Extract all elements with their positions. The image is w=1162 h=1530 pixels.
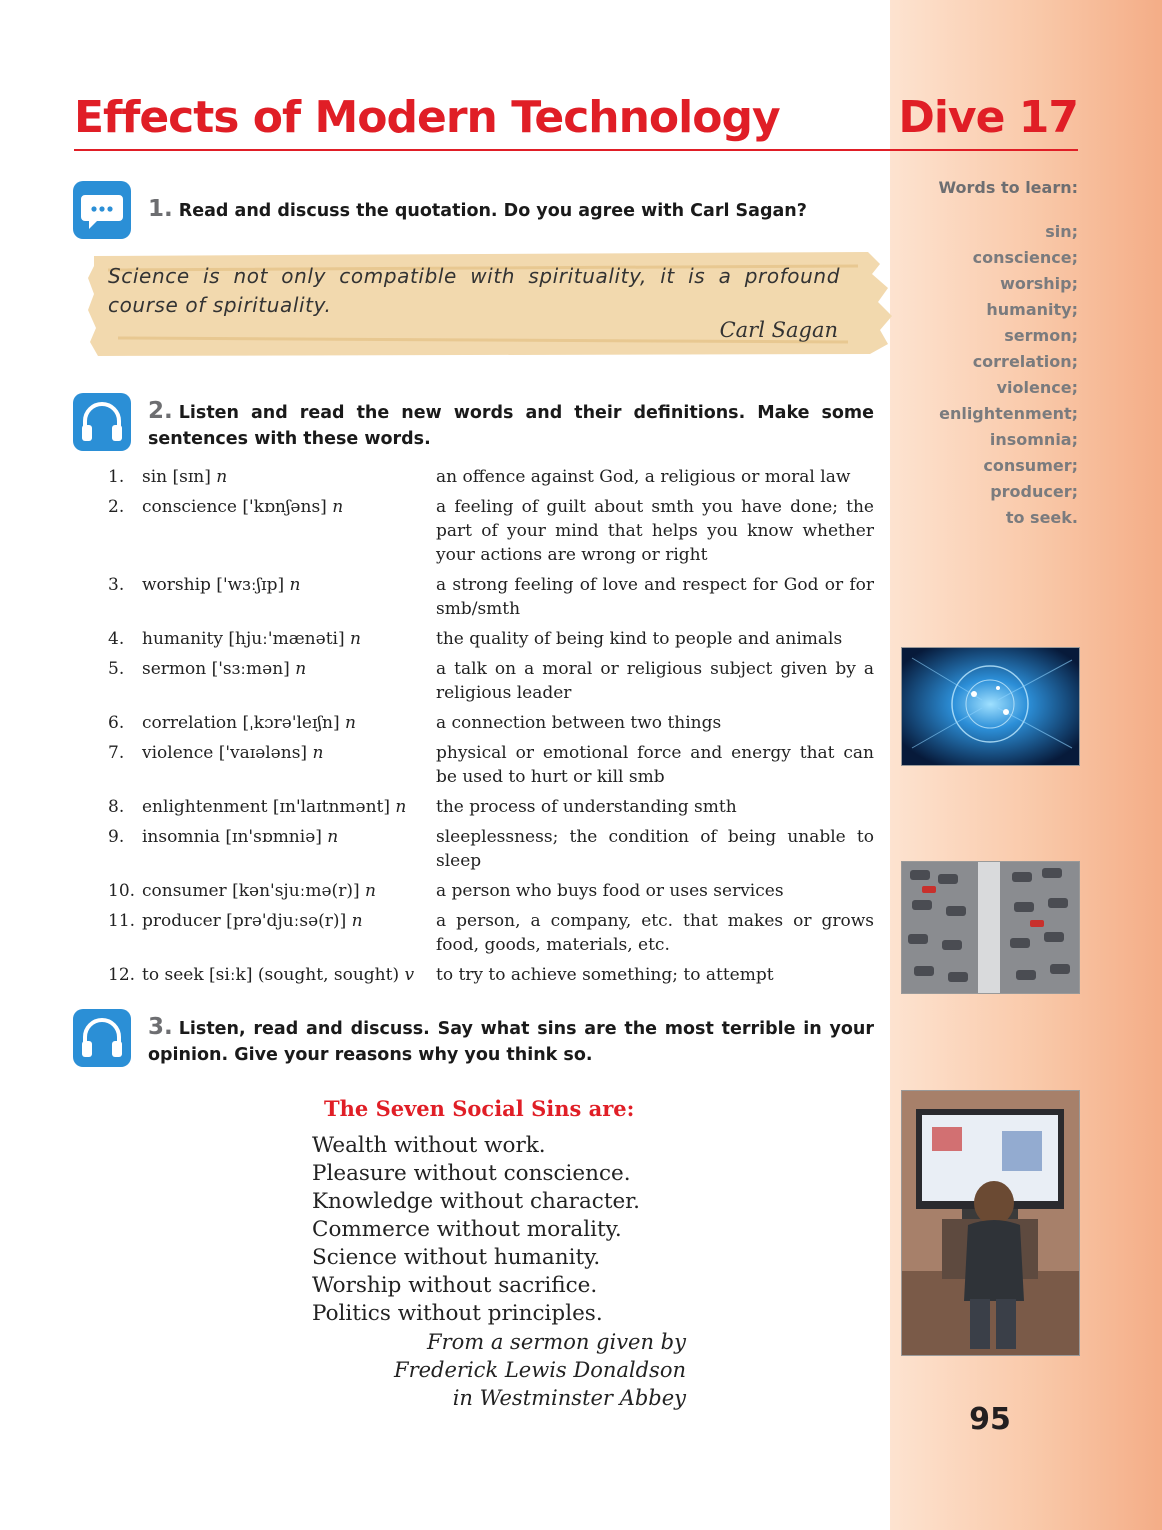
- page-title: Effects of Modern Technology: [74, 92, 780, 143]
- vocab-definition: a connection between two things: [436, 713, 722, 733]
- title-divider: [74, 149, 1078, 151]
- vocab-word: producer [prə'djuːsə(r)] n: [142, 911, 363, 931]
- vocab-number: 6.: [108, 713, 125, 733]
- task-2-instruction: [148, 398, 874, 452]
- sin-line: Science without humanity.: [312, 1245, 601, 1270]
- vocab-row: [108, 963, 874, 987]
- vocab-definition: the process of understanding smth: [436, 797, 737, 817]
- vocab-row: [108, 495, 874, 567]
- word-item: consumer;: [983, 456, 1078, 475]
- sins-source-line: in Westminster Abbey: [452, 1386, 686, 1410]
- task-3-instruction: [148, 1014, 874, 1068]
- vocab-row: [108, 909, 874, 957]
- sin-line: Knowledge without character.: [312, 1189, 640, 1214]
- word-item: to seek.: [1005, 508, 1078, 527]
- headphones-icon: [73, 1009, 131, 1067]
- vocab-word: consumer [kən'sjuːmə(r)] n: [142, 881, 376, 901]
- vocab-definition: a feeling of guilt about smth you have done; the part of your mind that helps you know whether your actions are wrong or right: [436, 497, 874, 565]
- headphones-icon: [73, 393, 131, 451]
- chat-bubble-icon: [73, 181, 131, 239]
- vocab-number: 7.: [108, 743, 125, 763]
- vocab-definition: sleeplessness; the condition of being unable to sleep: [436, 827, 874, 871]
- vocab-number: 11.: [108, 911, 136, 931]
- sin-line: Pleasure without conscience.: [312, 1161, 631, 1186]
- vocab-definition: an offence against God, a religious or moral law: [436, 467, 851, 487]
- vocab-row: [108, 627, 874, 651]
- word-item: sin;: [1045, 222, 1078, 241]
- task-1-text: Read and discuss the quotation. Do you agree with Carl Sagan?: [178, 201, 807, 221]
- vocab-word: insomnia [ɪn'sɒmniə] n: [142, 827, 339, 847]
- word-item: producer;: [990, 482, 1078, 501]
- word-item: violence;: [996, 378, 1078, 397]
- car-parking-tower-photo: [901, 861, 1080, 994]
- word-item: worship;: [1000, 274, 1078, 293]
- page-number: 95: [969, 1402, 1011, 1437]
- vocab-number: 1.: [108, 467, 125, 487]
- task-2-text: Listen and read the new words and their definitions. Make some sentences with these words.: [148, 403, 874, 449]
- sin-line: Wealth without work.: [312, 1133, 546, 1158]
- task-3-number: 3.: [148, 1014, 173, 1040]
- sin-line: Politics without principles.: [312, 1301, 603, 1326]
- vocab-word: enlightenment [ɪn'laɪtnmənt] n: [142, 797, 407, 817]
- word-item: conscience;: [972, 248, 1078, 267]
- vocab-definition: the quality of being kind to people and animals: [436, 629, 843, 649]
- vocab-number: 4.: [108, 629, 125, 649]
- vocab-definition: a person who buys food or uses services: [436, 881, 784, 901]
- vocab-word: to seek [siːk] (sought, sought) v: [142, 965, 415, 985]
- vocab-number: 2.: [108, 497, 125, 517]
- vocab-definition: a strong feeling of love and respect for God or for smb/smth: [436, 575, 874, 619]
- vocab-row: [108, 573, 874, 621]
- vocab-number: 12.: [108, 965, 136, 985]
- seven-sins-block: [312, 1094, 692, 1412]
- vocab-word: worship ['wɜːʃɪp] n: [142, 575, 301, 595]
- task-3-text: Listen, read and discuss. Say what sins are the most terrible in your opinion. Give your reasons why you think so.: [148, 1019, 874, 1065]
- sin-line: Worship without sacrifice.: [312, 1273, 598, 1298]
- sins-heading: The Seven Social Sins are:: [324, 1096, 635, 1121]
- vocabulary-list: [108, 465, 874, 993]
- vocab-definition: a talk on a moral or religious subject given by a religious leader: [436, 659, 874, 703]
- vocab-row: [108, 711, 874, 735]
- vocab-number: 10.: [108, 881, 136, 901]
- vocab-number: 9.: [108, 827, 125, 847]
- task-2-number: 2.: [148, 398, 173, 424]
- dive-label: Dive 17: [898, 92, 1078, 143]
- vocab-row: [108, 879, 874, 903]
- sins-source-line: From a sermon given by: [427, 1330, 686, 1354]
- vocab-definition: to try to achieve something; to attempt: [436, 965, 774, 985]
- task-1-number: 1.: [148, 196, 173, 222]
- vocab-row: [108, 795, 874, 819]
- word-item: correlation;: [972, 352, 1078, 371]
- vocab-word: sermon ['sɜːmən] n: [142, 659, 307, 679]
- task-1-instruction: [148, 196, 874, 224]
- words-to-learn-title: Words to learn:: [938, 178, 1078, 197]
- words-to-learn-list: [900, 219, 1078, 531]
- quote-text: Science is not only compatible with spirituality, it is a profound course of spirituality.: [108, 264, 840, 317]
- word-item: humanity;: [986, 300, 1078, 319]
- vocab-word: conscience ['kɒnʃəns] n: [142, 497, 344, 517]
- sin-line: Commerce without morality.: [312, 1217, 622, 1242]
- digital-network-photo: [901, 647, 1080, 766]
- vocab-row: [108, 657, 874, 705]
- quote-author: Carl Sagan: [719, 318, 838, 342]
- child-watching-tv-photo: [901, 1090, 1080, 1356]
- sins-source-line: Frederick Lewis Donaldson: [394, 1358, 686, 1382]
- word-item: sermon;: [1004, 326, 1078, 345]
- vocab-number: 3.: [108, 575, 125, 595]
- vocab-row: [108, 465, 874, 489]
- word-item: insomnia;: [989, 430, 1078, 449]
- vocab-row: [108, 741, 874, 789]
- vocab-word: sin [sɪn] n: [142, 467, 228, 487]
- vocab-definition: a person, a company, etc. that makes or grows food, goods, materials, etc.: [436, 911, 874, 955]
- vocab-number: 8.: [108, 797, 125, 817]
- vocab-word: correlation [ˌkɔrə'leɪʃn] n: [142, 713, 356, 733]
- vocab-definition: physical or emotional force and energy that can be used to hurt or kill smb: [436, 743, 874, 787]
- vocab-number: 5.: [108, 659, 125, 679]
- vocab-word: violence ['vaɪələns] n: [142, 743, 324, 763]
- vocab-row: [108, 825, 874, 873]
- word-item: enlightenment;: [939, 404, 1078, 423]
- vocab-word: humanity [hjuː'mænəti] n: [142, 629, 361, 649]
